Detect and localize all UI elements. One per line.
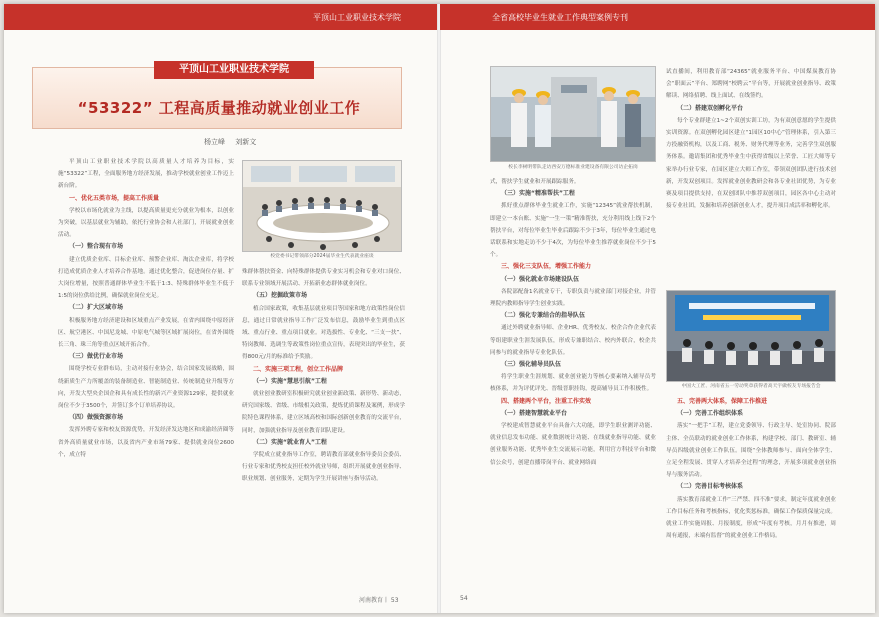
subheading: （一）整合现有市场 — [69, 243, 124, 251]
column-2 — [242, 266, 405, 486]
photo-caption: 校长李树明带队走访西安万德标准业建设备有限公司访企拓岗 — [508, 165, 638, 170]
paragraph: 建立优质企业库、目标企业库、预警企业库、淘汰企业库，将学校打造成优质企业人才培养合作基地。通过优化整合，促进岗位存量、扩大岗位增量，按照普通群体毕业生不低于1:3、特殊群体毕业生不低于1:5的岗位供给比例，确保就业岗位充足。 — [58, 256, 234, 300]
article-authors: 杨立峰 刘新文 — [204, 138, 257, 146]
page-number-left: 河南教育丨 53 — [359, 597, 399, 604]
paragraph: 发挥外聘专家和校友资源优势，开发经济发达地区和成渝经济圈等省外高质量就业市场，以及省内产业市场79家、提供就业岗位2600个，成立特 — [58, 427, 234, 458]
left-page — [4, 4, 439, 613]
section-heading-5: 五、完善两大体系，保障工作推进 — [677, 398, 768, 405]
column-4-top — [666, 66, 836, 212]
left-header-text: 平顶山工业职业技术学院 — [313, 13, 401, 22]
right-page — [440, 4, 875, 613]
paragraph: 每个专业群建立1~2个双创实训工坊，为有双创意愿的学生提供实训资源。在双创孵化园区建立“1园区10中心”管理体系，引入第三方投融资机构，以及工商、税务、财务代理等业务，完善学生双创服务体系。邀请集团和优秀毕业生中获得省级以上荣誉、工匠大师等专家举办行业专家，在园区建立大师工作室，带领双创团队进行技术创新，开发双创项目。发挥就业创业教研会和各专业社团优势，为专业赛及项目提供支持，在双创团队中推荐双创项目，园区各中心主动对接专业社团，发掘和培养创新创业人才，提升项目成活率和孵化率。 — [666, 117, 836, 210]
paragraph: 积极服务地方经济建设和区域重点产业发展，在省内围绕中原经济区、航空港区、中国尼龙城、中原电气城等区域扩展岗位，在省外围绕长三角、珠三角等重点区域开拓合作。 — [58, 317, 234, 349]
paragraph: 落实“一把手”工程，建立党委领导、行政主导、处室协同、院部主体、全员联动的就业创业工作体系，构建学校、部门、教研室、辅导员四级就业创业工作队伍。围绕“全体教师参与、面向全体学生、立足全程发展、贯穿人才培养全过程”的理念，开展多项就业创业指导与服务活动。 — [666, 423, 836, 479]
intro-paragraph: 平顶山工业职业技术学院以高质量人才培养为目标，实施“53322”工程，全面服务地方经济发展，推动学校就业创业工作迈上新台阶。 — [58, 159, 234, 190]
school-name-bar: 平顶山工业职业技术学院 — [154, 61, 314, 79]
section-heading-1: 一、优化五类市场，提高工作质量 — [69, 194, 160, 202]
subheading: （三）强化辅导员队伍 — [501, 361, 562, 369]
magazine-spread — [4, 4, 875, 613]
paragraph: 就业创业教研室积极研究就业创业新政策、新形势、新动态，研究国家级、省级、市级相关政策，提炼优质课程及案例，形成学院特色课程体系，建立区域高校和国际创新创业教育的交流平台，同时，加强就业指导及创业教育团队建设。 — [242, 391, 405, 434]
paragraph: 式，帮扶学生就业和开展跟踪服务。 — [490, 179, 580, 185]
section-heading-3: 三、强化三支队伍，增强工作能力 — [501, 263, 592, 271]
section-heading-4: 四、搭建两个平台，注重工作实效 — [501, 397, 592, 405]
paragraph: 将学生职业生涯规划、就业创业能力等核心要素纳入辅导员考核体系，并为评优评先、晋级晋职挂钩，提高辅导员工作积极性。 — [490, 374, 656, 393]
subheading: （二）搭建双创孵化平台 — [677, 104, 744, 112]
article-title: “53322” 工程高质量推动就业创业工作 — [77, 99, 361, 117]
subheading: （二）强化专兼结合的指导队伍 — [501, 312, 586, 320]
page-number-right: 54 — [460, 595, 468, 602]
subheading: （二）扩大区域市场 — [69, 304, 124, 312]
subheading: （三）做优行业市场 — [69, 353, 124, 361]
subheading: （四）做强资源市场 — [69, 414, 124, 422]
subheading: （五）挖掘政策市场 — [253, 292, 308, 300]
paragraph: 学院成立就业指导工作室，聘请教育部就业指导委员会委员、行业专家和优秀校友担任校外就业导师，组织开展就业创业指导、职业规划、创业服务，定期为学生开展讲座与指导活动。 — [242, 452, 405, 483]
meeting-photo — [242, 160, 402, 252]
paragraph: 殊群体帮扶资金、向特殊群体提供专业实习机会和专业对口岗位、联系专业领域开展活动、开拓新业态群体就业岗位。 — [242, 269, 405, 288]
paragraph: 学校建成智慧就业平台具备六大功能，即学生职业测评功能、就业信息发布功能、就业数据统计功能、在线就业指导功能、就业创业服务功能、优秀毕业生交流展示功能，利用官方科技平台和微信公众号，创建直播带岗平台、就业网络面 — [490, 423, 656, 466]
subheading: （一）搭建智慧就业平台 — [501, 409, 568, 417]
subheading: （一）强化就业市场建设队伍 — [501, 275, 580, 283]
section-heading-2: 二、实施三项工程，创立工作品牌 — [253, 365, 344, 373]
subheading: （一）实施“慧思引航”工程 — [253, 377, 327, 385]
photo-caption: 校党委书记带领部分2024届毕业生代表就业座谈 — [270, 254, 374, 259]
paragraph: 通过外聘就业指导师、企业HR、优秀校友、校企合作企业代表等组建职业生涯发展队伍，形成专兼职结合、校内外联合，校企共同参与的就业指导专业化队伍。 — [490, 325, 656, 356]
column-4-bottom — [666, 396, 836, 542]
paragraph: 落实教育部就业工作“三严禁、四不准”要求，制定年度就业创业工作目标任务和考核指标，优化奖惩标准，确保工作保质保量完成。就业工作实施周报、月报制度，形成“年度有考核，月月有推进，周周有通报，未端有监督”的就业创业工作格局。 — [666, 496, 836, 540]
right-header-text: 全省高校毕业生就业工作典型案例专刊 — [492, 13, 628, 22]
subheading: （二）完善目标考核体系 — [677, 483, 744, 491]
left-header-bar — [4, 4, 439, 30]
paragraph: 植合国家政策，收集基层就业项目等国家和地方政策性岗位信息，通过日常就业指导工作广泛发布信息，鼓励毕业生到重点区域、重点行业、重点项目就业。对选拔性、专业化、“三支一扶”、特岗教师、选调生等政策性岗位重点宣传，表现突出的毕业生，获得800元/月的标准给予奖励。 — [242, 305, 405, 361]
paragraph: 试直播间，利用教育部“24365”就业服务平台、中国煤炭教育协会“职面云”平台、郑聘网“校聘云”平台等，开展就业创业指导、政策解读、网络招聘、线上面试、在线签约。 — [666, 69, 836, 100]
paragraph: 学校以市场化就业为主线，以提高质量更充分就业为根本，以创业为突破，以基层就业为辅助，依托行业协会和人社部门，开展就业创业活动。 — [58, 207, 234, 239]
photo-caption: 中国大工匠、河南省五一劳动奖章获得者高天宇做校友专场报告会 — [681, 384, 821, 389]
subheading: （三）实施“精准帮扶”工程 — [501, 190, 575, 198]
paragraph: 围绕学校专业群布局，主动对接行业协会，结合国家发展战略，围绕新质生产力所覆盖的装备制造业、智能制造业、传统制造业升级等方向，开发大型央企国企和具有成长性的新兴产业资源129家，提供就业岗位不少于3500个，并签订多个订单培养协议。 — [58, 366, 234, 410]
paragraph: 各院部配备1名就业专干，专职负责与就业部门对接企业，并管理院内教师指导学生创业实践。 — [490, 288, 656, 308]
subheading: （二）实施“就业育人”工程 — [253, 438, 327, 446]
subheading: （一）完善工作组织体系 — [677, 410, 744, 418]
factory-visit-photo — [490, 66, 656, 162]
right-header-bar — [440, 4, 875, 30]
lecture-photo — [666, 290, 836, 382]
column-1 — [58, 156, 234, 461]
paragraph: 抓好重点群体毕业生就业工作，实施“12345”就业帮扶机制，即建立一本台账、实施“一生一策”精准帮扶，充分利用线上线下2个帮扶平台，对每位毕业生毕业后跟踪不少于3年，每位毕业生通过电话联系和实地走访不少于4次，为每位毕业生推荐就业岗位不少于5个。 — [490, 203, 656, 259]
column-3 — [490, 176, 656, 469]
